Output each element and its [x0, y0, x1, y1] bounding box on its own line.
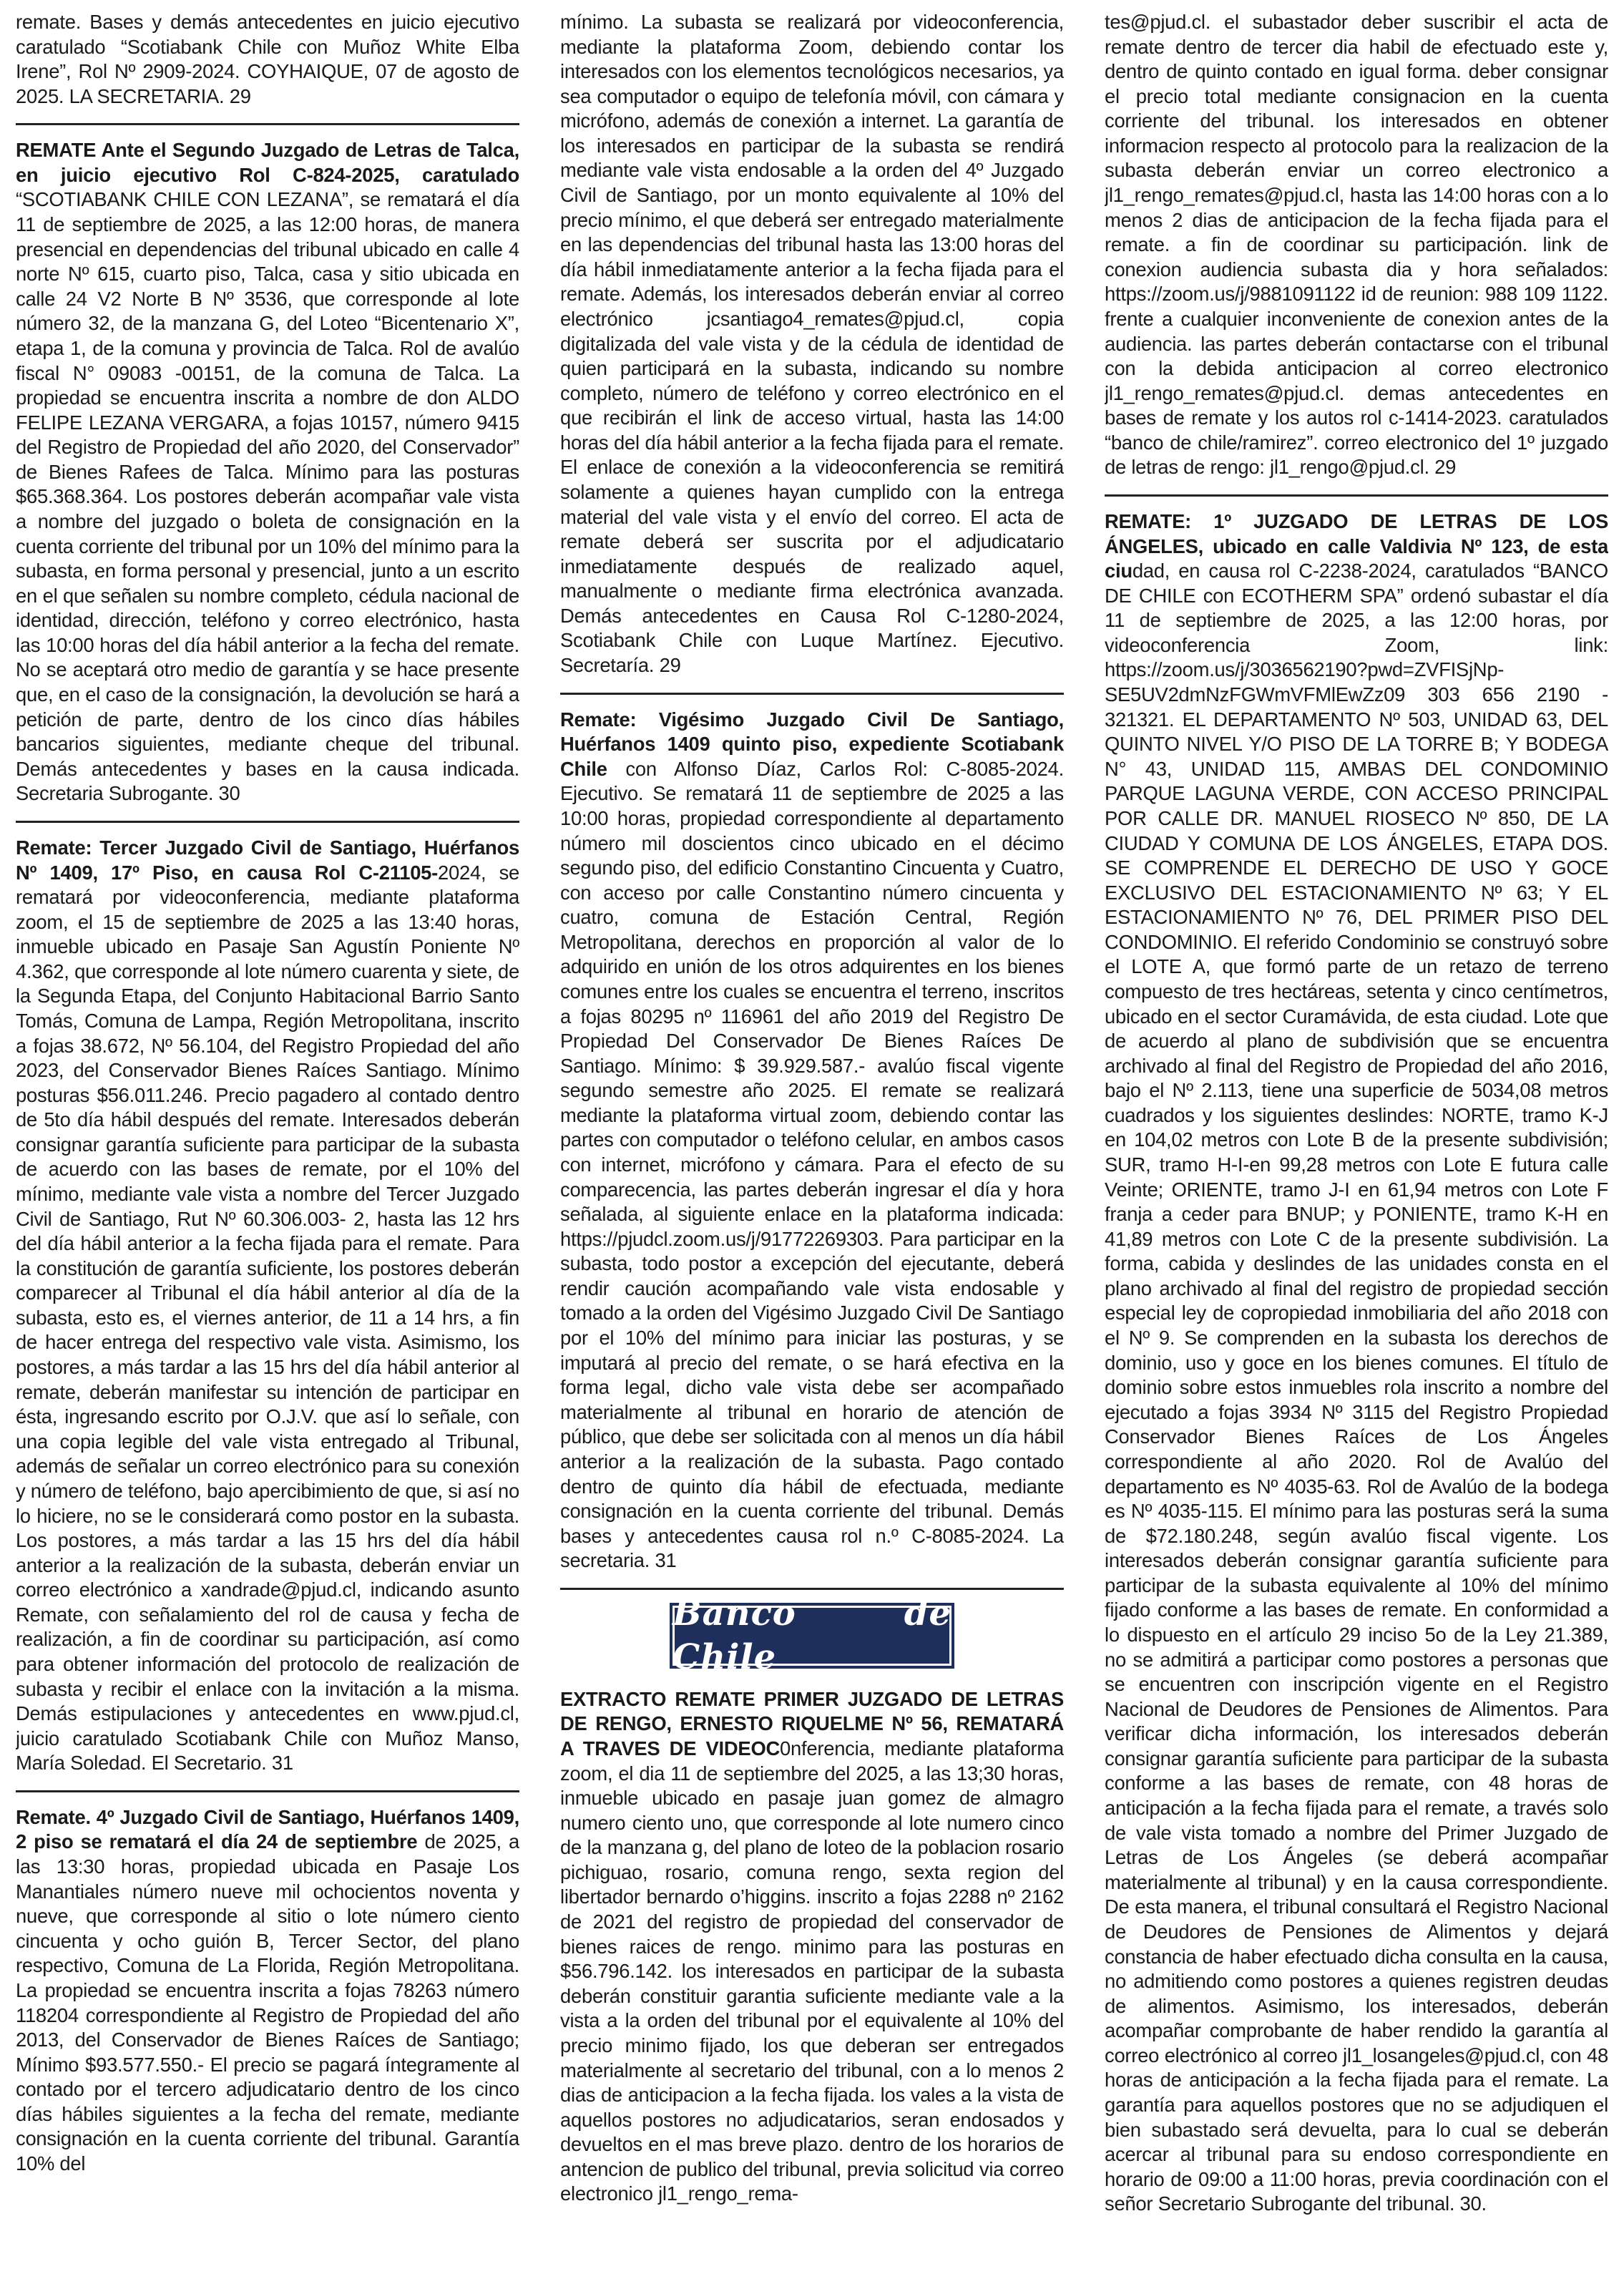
notice-tercer-juzgado: [16, 836, 519, 1776]
notice-heading: Remate. 4º Juzgado Civil de Santiago, Huérfanos 1409, 2 piso se rematará el día 24 de septiembre: [16, 1805, 519, 1853]
notice-heading: Remate: Vigésimo Juzgado Civil De Santiago, Huérfanos 1409 quinto piso, expediente Scotiabank Chile: [560, 708, 1064, 780]
notice-divider: [16, 821, 519, 823]
notice-divider: [560, 1588, 1064, 1590]
notice-divider: [16, 123, 519, 125]
notice-heading: Remate: Tercer Juzgado Civil de Santiago, Huérfanos Nº 1409, 17º Piso, en causa Rol C-21105-: [16, 836, 519, 884]
notice-cuarto-juzgado: [16, 1805, 519, 2177]
notice-continuation: [560, 10, 1064, 678]
notice-continuation: [1105, 10, 1608, 480]
notice-divider: [1105, 494, 1608, 497]
notice-body: tes@pjud.cl. el subastador deber suscribir el acta de remate dentro de tercer dia habil de efectuado este y, dentro de quinto contado en igual forma. deber consignar el precio total mediante consignacion en la cuenta corriente del tribunal. los interesados en obtener informacion respecto al protocolo para la realizacion de la subasta deberán enviar un correo electronico a jl1_rengo_remates@pjud.cl, hasta las 14:00 horas con a lo menos 2 dias de anticipacion de la fecha fijada para el remate. a fin de coordinar su participación. link de conexion audiencia subasta dia y hora señalados: https://zoom.us/j/9881091122 id de reunion: 988 109 1122. frente a cualquier inconveniente de conexion antes de la audiencia. las partes deberán contactarse con el tribunal con la debida anticipacion al correo electronico jl1_rengo_remates@pjud.cl. demas antecedentes en bases de remate y los autos rol c-1414-2023. caratulados “banco de chile/ramirez”. correo electronico del 1º juzgado de letras de rengo: jl1_rengo@pjud.cl. 29: [1105, 11, 1608, 479]
notice-vigesimo-juzgado: [560, 708, 1064, 1573]
notice-talca: [16, 138, 519, 806]
column-3: [1105, 10, 1608, 2285]
notice-heading: REMATE Ante el Segundo Juzgado de Letras de Talca, en juicio ejecutivo Rol C-824-2025, caratulado: [16, 139, 519, 186]
newspaper-page: [16, 10, 1608, 2285]
notice-body: 2024, se rematará por videoconferencia, mediante plataforma zoom, el 15 de septiembre de 2025 a las 13:40 horas, inmueble ubicado en Pasaje San Agustín Poniente Nº 4.362, que corresponde al lote número cuarenta y siete, de la Segunda Etapa, del Conjunto Habitacional Barrio Santo Tomás, Comuna de Lampa, Región Metropolitana, inscrito a fojas 38.672, Nº 56.104, del Registro Propiedad del año 2023, del Conservador Bienes Raíces Santiago. Mínimo posturas $56.011.246. Precio pagadero al contado dentro de 5to día hábil después del remate. Interesados deberán consignar garantía suficiente para participar de la subasta de acuerdo con las bases de remate, por el 10% del mínimo, mediante vale vista a nombre del Tercer Juzgado Civil de Santiago, Rut Nº 60.306.003- 2, hasta las 12 hrs del día hábil anterior a la fecha fijada para el remate. Para la constitución de garantía suficiente, los postores deberán comparecer al Tribunal el día hábil anterior al día de la subasta, esto es, el viernes anterior, de 11 a 14 hrs, a fin de hacer entrega del respectivo vale vista. Asimismo, los postores, a más tardar a las 15 hrs del día hábil anterior al remate, deberán manifestar su intención de participar en ésta, ingresando escrito por O.J.V. que así lo señale, con una copia legible del vale vista entregado al Tribunal, además de señalar un correo electrónico para su conexión y número de teléfono, bajo apercibimiento de que, si así no lo hiciere, no se le considerará como postor en la subasta. Los postores, a más tardar a las 15 hrs del día hábil anterior a la realización de la subasta, deberán enviar un correo electrónico a xandrade@pjud.cl, indicando asunto Remate, con señalamiento del rol de causa y fecha de realización, a fin de coordinar su participación, así como para obtener información del protocolo de realización de subasta y recibir el enlace con la invitación a la misma. Demás estipulaciones y antecedentes en www.pjud.cl, juicio caratulado Scotiabank Chile con Muñoz Manso, María Soledad. El Secretario. 31: [16, 861, 519, 1775]
notice-body: remate. Bases y demás antecedentes en juicio ejecutivo caratulado “Scotiabank Chile con Muñoz White Elba Irene”, Rol Nº 2909-2024. COYHAIQUE, 07 de agosto de 2025. LA SECRETARIA. 29: [16, 11, 519, 107]
notice-heading: REMATE: 1º JUZGADO DE LETRAS DE LOS ÁNGELES, ubicado en calle Valdivia Nº 123, de esta ciu: [1105, 509, 1608, 582]
notice-body: con Alfonso Díaz, Carlos Rol: C-8085-2024. Ejecutivo. Se rematará 11 de septiembre de 2025 a las 10:00 horas, propiedad correspondiente al departamento número mil doscientos cinco ubicado en el décimo segundo piso, del edificio Constantino Cincuenta y Cuatro, con acceso por calle Constantino número cincuenta y cuatro, comuna de Estación Central, Región Metropolitana, derechos en proporción al valor de lo adquirido en unión de los otros adquirentes en los bienes comunes entre los cuales se encuentra el terreno, inscritos a fojas 80295 nº 116961 del año 2019 del Registro De Propiedad Del Conservador De Bienes Raíces De Santiago. Mínimo: $ 39.929.587.- avalúo fiscal vigente segundo semestre año 2025. El remate se realizará mediante la plataforma virtual zoom, debiendo contar las partes con computador o teléfono celular, en ambos casos con internet, micrófono y cámara. Para el efecto de su comparecencia, las partes deberán ingresar el día y hora señalada, al siguiente enlace en la plataforma indicada: https://pjudcl.zoom.us/j/91772269303. Para participar en la subasta, todo postor a excepción del ejecutante, deberá rendir caución acompañando vale vista endosable y tomado a la orden del Vigésimo Juzgado Civil De Santiago por el 10% del mínimo para iniciar las posturas, y se imputará al precio del remate, o se hará efectiva en la forma legal, dicho vale vista debe ser acompañado materialmente al tribunal en horario de atención de público, que debe ser solicitada con al menos un día hábil anterior a la realización de la subasta. Pago contado dentro de quinto día hábil de efectuada, mediante consignación en la cuenta corriente del tribunal. Demás bases y antecedentes causa rol n.º C-8085-2024. La secretaria. 31: [560, 757, 1064, 1572]
notice-rengo: [560, 1687, 1064, 2207]
notice-los-angeles: [1105, 509, 1608, 2217]
notice-body: de 2025, a las 13:30 horas, propiedad ubicada en Pasaje Los Manantiales número nueve mil ochocientos noventa y nueve, que corresponde al sitio o lote número ciento cincuenta y ocho guión B, Tercer Sector, del plano respectivo, Comuna de La Florida, Región Metropolitana. La propiedad se encuentra inscrita a fojas 78263 número 118204 correspondiente al Registro de Propiedad del año 2013, del Conservador de Bienes Raíces de Santiago; Mínimo $93.577.550.- El precio se pagará íntegramente al contado por el tercero adjudicatario dentro de los cinco días hábiles siguientes a la fecha del remate, mediante consignación en la cuenta corriente del tribunal. Garantía 10% del: [16, 1830, 519, 2175]
column-1: [16, 10, 519, 2285]
notice-divider: [560, 693, 1064, 695]
column-2: [560, 10, 1064, 2285]
notice-divider: [16, 1790, 519, 1792]
logo-container: [560, 1593, 1064, 1677]
notice-body: “SCOTIABANK CHILE CON LEZANA”, se rematará el día 11 de septiembre de 2025, a las 12:00 horas, de manera presencial en dependencias del tribunal ubicado en calle 4 norte Nº 615, cuarto piso, Talca, casa y sitio ubicada en calle 24 V2 Norte B Nº 3536, que corresponde al lote número 32, de la manzana G, del Loteo “Bicentenario X”, etapa 1, de la comuna y provincia de Talca. Rol de avalúo fiscal N° 09083 -00151, de la comuna de Talca. La propiedad se encuentra inscrita a nombre de don ALDO FELIPE LEZANA VERGARA, a fojas 10157, número 9415 del Registro de Propiedad del año 2020, del Conservador” de Bienes Rafees de Talca. Mínimo para las posturas $65.368.364. Los postores deberán acompañar vale vista a nombre del juzgado o boleta de consignación en la cuenta corriente del tribunal por un 10% del mínimo para la subasta, en forma personal y presencial, junto a un escrito en el que señalen su nombre completo, cédula nacional de identidad, dirección, teléfono y correo electrónico, hasta las 10:00 horas del día hábil anterior a la fecha del remate. No se aceptará otro medio de garantía y se hace presente que, en el caso de la consignación, la devolución se hará a petición de parte, dentro de los cinco días hábiles bancarios siguientes, mediante cheque del tribunal. Demás antecedentes y bases en la causa indicada. Secretaria Subrogante. 30: [16, 188, 519, 805]
notice-body: mínimo. La subasta se realizará por videoconferencia, mediante la plataforma Zoom, debiendo contar los interesados con los elementos tecnológicos necesarios, ya sea computador o equipo de telefonía móvil, con cámara y micrófono, además de conexión a internet. La garantía de los interesados en participar de la subasta se rendirá mediante vale vista endosable a la orden del 4º Juzgado Civil de Santiago, por un monto equivalente al 10% del precio mínimo, el que deberá ser entregado materialmente en las dependencias del tribunal hasta las 13:00 horas del día hábil inmediatamente anterior a la fecha fijada para el remate. Además, los interesados deberán enviar al correo electrónico jcsantiago4_remates@pjud.cl, copia digitalizada del vale vista y de la cédula de identidad de quien participará en la subasta, indicando su nombre completo, número de teléfono y correo electrónico en el que recibirán el link de acceso virtual, hasta las 14:00 horas del día hábil anterior a la fecha fijada para el remate. El enlace de conexión a la videoconferencia se remitirá solamente a quienes hayan cumplido con la entrega material del vale vista y el envío del correo. El acta de remate deberá ser suscrita por el adjudicatario inmediatamente después de realizado aquel, manualmente o mediante firma electrónica avanzada. Demás antecedentes en Causa Rol C-1280-2024, Scotiabank Chile con Luque Martínez. Ejecutivo. Secretaría. 29: [560, 11, 1064, 677]
notice-body: dad, en causa rol C-2238-2024, caratulados “BANCO DE CHILE con ECOTHERM SPA” ordenó subastar el día 11 de septiembre de 2025, a las 12:00 horas, por videoconferencia Zoom, link: https://zoom.us/j/3036562190?pwd=ZVFISjNp-SE5UV2dmNzFGWmVFMlEwZz09 303 656 2190 - 321321. EL DEPARTAMENTO Nº 503, UNIDAD 63, DEL QUINTO NIVEL Y/O PISO DE LA TORRE B; Y BODEGA N° 43, UNIDAD 115, AMBAS DEL CONDOMINIO PARQUE LAGUNA VERDE, CON ACCESO PRINCIPAL POR CALLE DR. MANUEL RIOSECO Nº 850, DE LA CIUDAD Y COMUNA DE LOS ÁNGELES, ETAPA DOS. SE COMPRENDE EL DERECHO DE USO Y GOCE EXCLUSIVO DEL ESTACIONAMIENTO Nº 63; Y EL ESTACIONAMIENTO Nº 76, DEL PRIMER PISO DEL CONDOMINIO. El referido Condominio se construyó sobre el LOTE A, que formó parte de un retazo de terreno compuesto de tres hectáreas, setenta y cinco centímetros, ubicado en el sector Curamávida, de esta ciudad. Lote que de acuerdo al plano de subdivisión que se encuentra archivado al final del Registro de Propiedad del año 2016, bajo el Nº 2.113, tiene una superficie de 5034,08 metros cuadrados y los siguientes deslindes: NORTE, tramo K-J en 104,02 metros con Lote B de la presente subdivisión; SUR, tramo H-I-en 99,28 metros con Lote E futura calle Veinte; ORIENTE, tramo J-I en 61,94 metros con Lote F franja a ceder para BNUP; y PONIENTE, tramo K-H en 41,89 metros con Lote C de la presente subdivisión. La forma, cabida y deslindes de las unidades consta en el plano archivado al final del registro de propiedad sección especial ley de copropiedad inmobiliaria del año 2018 con el Nº 9. Se comprenden en la subasta los derechos de dominio, uso y goce en los bienes comunes. El título de dominio sobre estos inmuebles rola inscrito a nombre del ejecutado a fojas 3934 Nº 3115 del Registro Propiedad Conservador Bienes Raíces de Los Ángeles correspondiente al año 2020. Rol de Avalúo del departamento es Nº 4035-63. Rol de Avalúo de la bodega es Nº 4035-115. El mínimo para las posturas será la suma de $72.180.248, según avalúo fiscal vigente. Los interesados deberán consignar garantía suficiente para participar de la subasta equivalente al 10% del mínimo fijado conforme a las bases de remate. En conformidad a lo dispuesto en el artículo 29 inciso 5o de la Ley 21.389, no se admitirá a participar como postores a personas que se encuentren con inscripción vigente en el Registro Nacional de Deudores de Pensiones de Alimentos. Para verificar dicha información, los interesados deberán consignar garantía suficiente para participar de la subasta conforme a las bases de remate, con 48 horas de anticipación a la fecha fijada para el remate, a través solo de vale vista tomado a nombre del Primer Juzgado de Letras de Los Ángeles (se deberá acompañar materialmente al tribunal) y en la causa correspondiente. De esta manera, el tribunal consultará el Registro Nacional de Deudores de Pensiones de Alimentos y dejará constancia de haber efectuado dicha consulta en la causa, no admitiendo como postores a quienes registren deudas de alimentos. Asimismo, los interesados, deberán acompañar comprobante de haber rendido la garantía al correo electrónico al correo jl1_losangeles@pjud.cl, con 48 horas de anticipación a la fecha fijada para el remate. La garantía para aquellos postores que no se adjudiquen el bien subastado será devuelta, para lo cual se deberán acercar al tribunal para su endoso correspondiente en horario de 09:00 a 11:00 horas, previa coordinación con el señor Secretario Subrogante del tribunal. 30.: [1105, 560, 1608, 2215]
banco-de-chile-logo: Banco de Chile: [670, 1603, 954, 1669]
notice-heading: EXTRACTO REMATE PRIMER JUZGADO DE LETRAS DE RENGO, ERNESTO RIQUELME Nº 56, REMATARÁ A TRAVES DE VIDEOC: [560, 1687, 1064, 1759]
notice-continuation: [16, 10, 519, 109]
notice-body: 0nferencia, mediante plataforma zoom, el dia 11 de septiembre del 2025, a las 13;30 horas, inmueble ubicado en pasaje juan gomez de almagro numero ciento uno, que corresponde al lote numero cinco de la manzana g, del plano de loteo de la poblacion rosario pichiguao, rosario, comuna rengo, sexta region del libertador bernardo o’higgins. inscrito a fojas 2288 nº 2162 de 2021 del registro de propiedad del conservador de bienes raices de rengo. minimo para las posturas en $56.796.142. los interesados en participar de la subasta deberán constituir garantia suficiente mediante vale a la vista a la orden del tribunal por el equivalente al 10% del precio minimo fijado, los que deberan ser entregados materialmente al secretario del tribunal, con a lo menos 2 dias de anticipacion a la fecha fijada. los vales a la vista de aquellos postores no adjudicatarios, seran endosados y devueltos en el mas breve plazo. dentro de los horarios de antencion de publico del tribunal, previa solicitud via correo electronico jl1_rengo_rema-: [560, 1737, 1064, 2205]
